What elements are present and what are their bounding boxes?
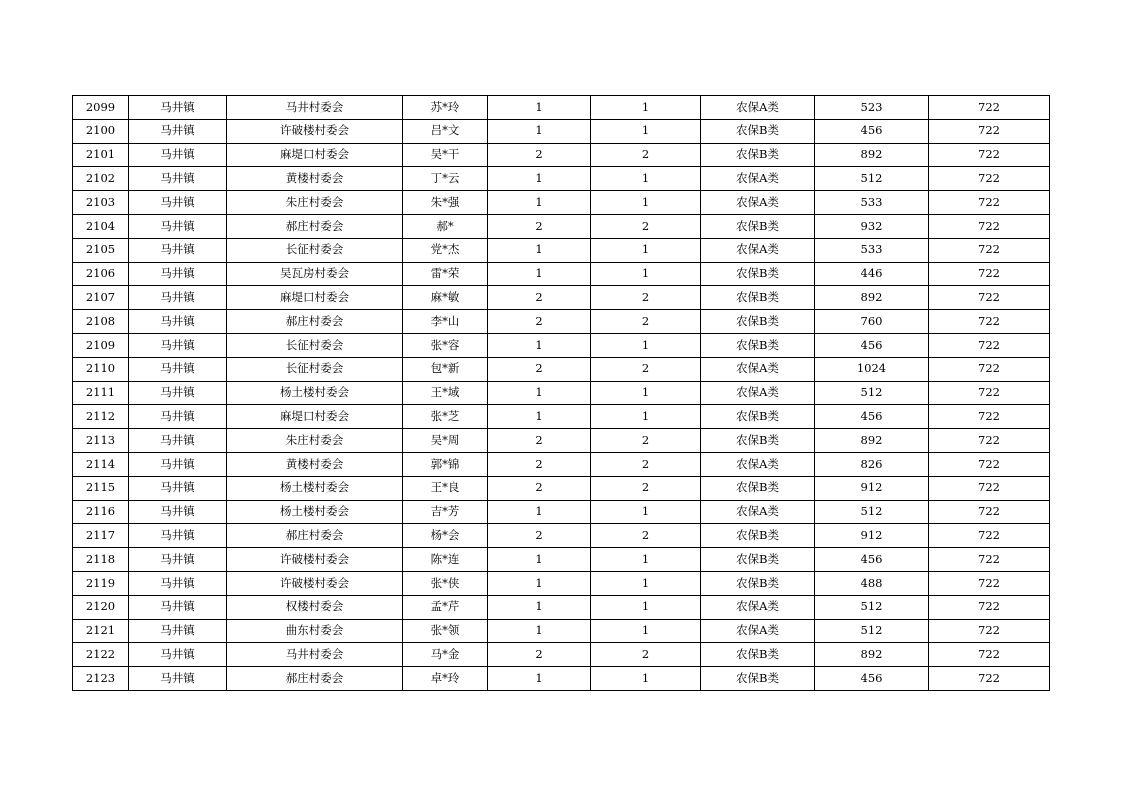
person-name-cell: 麻*敏 <box>403 286 488 310</box>
person-name-cell: 苏*玲 <box>403 96 488 120</box>
table-row <box>73 667 1050 691</box>
serial-number-cell: 2115 <box>73 476 129 500</box>
serial-number-cell: 2100 <box>73 119 129 143</box>
town-cell: 马井镇 <box>129 429 227 453</box>
count-b-cell: 2 <box>591 310 701 334</box>
amount-cell: 892 <box>815 143 929 167</box>
town-cell: 马井镇 <box>129 333 227 357</box>
village-committee-cell: 黄楼村委会 <box>227 167 403 191</box>
count-b-cell: 1 <box>591 333 701 357</box>
count-a-cell: 1 <box>488 405 591 429</box>
count-b-cell: 1 <box>591 119 701 143</box>
town-cell: 马井镇 <box>129 119 227 143</box>
serial-number-cell: 2122 <box>73 643 129 667</box>
serial-number-cell: 2114 <box>73 452 129 476</box>
amount-cell: 456 <box>815 667 929 691</box>
table-row <box>73 333 1050 357</box>
amount-cell: 760 <box>815 310 929 334</box>
serial-number-cell: 2108 <box>73 310 129 334</box>
serial-number-cell: 2113 <box>73 429 129 453</box>
count-a-cell: 1 <box>488 500 591 524</box>
standard-cell: 722 <box>929 500 1050 524</box>
village-committee-cell: 郝庄村委会 <box>227 310 403 334</box>
person-name-cell: 党*杰 <box>403 238 488 262</box>
serial-number-cell: 2110 <box>73 357 129 381</box>
town-cell: 马井镇 <box>129 476 227 500</box>
table-row <box>73 96 1050 120</box>
table-row <box>73 381 1050 405</box>
standard-cell: 722 <box>929 191 1050 215</box>
town-cell: 马井镇 <box>129 452 227 476</box>
insurance-category-cell: 农保A类 <box>701 381 815 405</box>
standard-cell: 722 <box>929 643 1050 667</box>
standard-cell: 722 <box>929 381 1050 405</box>
count-a-cell: 2 <box>488 357 591 381</box>
village-committee-cell: 郝庄村委会 <box>227 214 403 238</box>
serial-number-cell: 2109 <box>73 333 129 357</box>
amount-cell: 456 <box>815 119 929 143</box>
count-b-cell: 1 <box>591 191 701 215</box>
count-b-cell: 2 <box>591 357 701 381</box>
amount-cell: 533 <box>815 238 929 262</box>
amount-cell: 512 <box>815 619 929 643</box>
person-name-cell: 孟*芹 <box>403 595 488 619</box>
village-committee-cell: 朱庄村委会 <box>227 429 403 453</box>
insurance-category-cell: 农保B类 <box>701 333 815 357</box>
town-cell: 马井镇 <box>129 500 227 524</box>
person-name-cell: 雷*荣 <box>403 262 488 286</box>
insurance-category-cell: 农保B类 <box>701 571 815 595</box>
town-cell: 马井镇 <box>129 310 227 334</box>
person-name-cell: 张*领 <box>403 619 488 643</box>
town-cell: 马井镇 <box>129 548 227 572</box>
count-a-cell: 1 <box>488 595 591 619</box>
standard-cell: 722 <box>929 405 1050 429</box>
serial-number-cell: 2118 <box>73 548 129 572</box>
table-row <box>73 167 1050 191</box>
town-cell: 马井镇 <box>129 286 227 310</box>
standard-cell: 722 <box>929 333 1050 357</box>
amount-cell: 912 <box>815 476 929 500</box>
amount-cell: 512 <box>815 167 929 191</box>
town-cell: 马井镇 <box>129 595 227 619</box>
amount-cell: 446 <box>815 262 929 286</box>
standard-cell: 722 <box>929 595 1050 619</box>
count-b-cell: 2 <box>591 143 701 167</box>
serial-number-cell: 2117 <box>73 524 129 548</box>
town-cell: 马井镇 <box>129 191 227 215</box>
table-row <box>73 548 1050 572</box>
count-a-cell: 1 <box>488 119 591 143</box>
standard-cell: 722 <box>929 286 1050 310</box>
amount-cell: 456 <box>815 405 929 429</box>
count-b-cell: 1 <box>591 595 701 619</box>
table-row <box>73 310 1050 334</box>
count-b-cell: 1 <box>591 405 701 429</box>
standard-cell: 722 <box>929 429 1050 453</box>
serial-number-cell: 2101 <box>73 143 129 167</box>
village-committee-cell: 许破楼村委会 <box>227 548 403 572</box>
table-row <box>73 595 1050 619</box>
village-committee-cell: 朱庄村委会 <box>227 191 403 215</box>
insurance-category-cell: 农保B类 <box>701 310 815 334</box>
town-cell: 马井镇 <box>129 667 227 691</box>
table-row <box>73 286 1050 310</box>
village-committee-cell: 马井村委会 <box>227 643 403 667</box>
village-committee-cell: 杨土楼村委会 <box>227 500 403 524</box>
amount-cell: 932 <box>815 214 929 238</box>
village-committee-cell: 曲东村委会 <box>227 619 403 643</box>
serial-number-cell: 2102 <box>73 167 129 191</box>
count-b-cell: 2 <box>591 452 701 476</box>
table-row <box>73 143 1050 167</box>
count-a-cell: 1 <box>488 548 591 572</box>
town-cell: 马井镇 <box>129 167 227 191</box>
count-b-cell: 1 <box>591 667 701 691</box>
amount-cell: 512 <box>815 595 929 619</box>
insurance-category-cell: 农保A类 <box>701 500 815 524</box>
amount-cell: 488 <box>815 571 929 595</box>
village-committee-cell: 杨土楼村委会 <box>227 381 403 405</box>
standard-cell: 722 <box>929 452 1050 476</box>
town-cell: 马井镇 <box>129 96 227 120</box>
person-name-cell: 郝* <box>403 214 488 238</box>
count-b-cell: 2 <box>591 476 701 500</box>
village-committee-cell: 许破楼村委会 <box>227 571 403 595</box>
serial-number-cell: 2112 <box>73 405 129 429</box>
person-name-cell: 王*良 <box>403 476 488 500</box>
standard-cell: 722 <box>929 524 1050 548</box>
count-a-cell: 2 <box>488 476 591 500</box>
count-a-cell: 2 <box>488 143 591 167</box>
table-row <box>73 429 1050 453</box>
standard-cell: 722 <box>929 357 1050 381</box>
standard-cell: 722 <box>929 310 1050 334</box>
insurance-category-cell: 农保A类 <box>701 191 815 215</box>
amount-cell: 892 <box>815 286 929 310</box>
village-committee-cell: 杨土楼村委会 <box>227 476 403 500</box>
standard-cell: 722 <box>929 262 1050 286</box>
insurance-category-cell: 农保B类 <box>701 429 815 453</box>
count-b-cell: 1 <box>591 238 701 262</box>
insurance-category-cell: 农保B类 <box>701 548 815 572</box>
count-a-cell: 2 <box>488 643 591 667</box>
count-a-cell: 1 <box>488 619 591 643</box>
person-name-cell: 丁*云 <box>403 167 488 191</box>
count-b-cell: 2 <box>591 286 701 310</box>
count-a-cell: 2 <box>488 429 591 453</box>
village-committee-cell: 郝庄村委会 <box>227 667 403 691</box>
village-committee-cell: 权楼村委会 <box>227 595 403 619</box>
village-committee-cell: 黄楼村委会 <box>227 452 403 476</box>
serial-number-cell: 2123 <box>73 667 129 691</box>
town-cell: 马井镇 <box>129 643 227 667</box>
standard-cell: 722 <box>929 571 1050 595</box>
standard-cell: 722 <box>929 214 1050 238</box>
insurance-category-cell: 农保B类 <box>701 476 815 500</box>
serial-number-cell: 2105 <box>73 238 129 262</box>
count-b-cell: 1 <box>591 167 701 191</box>
person-name-cell: 张*容 <box>403 333 488 357</box>
table-row <box>73 643 1050 667</box>
village-committee-cell: 麻堤口村委会 <box>227 405 403 429</box>
count-a-cell: 2 <box>488 452 591 476</box>
town-cell: 马井镇 <box>129 214 227 238</box>
count-b-cell: 1 <box>591 548 701 572</box>
table-row <box>73 238 1050 262</box>
town-cell: 马井镇 <box>129 143 227 167</box>
amount-cell: 456 <box>815 548 929 572</box>
count-a-cell: 2 <box>488 286 591 310</box>
standard-cell: 722 <box>929 167 1050 191</box>
table-row <box>73 405 1050 429</box>
person-name-cell: 陈*连 <box>403 548 488 572</box>
count-a-cell: 1 <box>488 262 591 286</box>
insurance-category-cell: 农保B类 <box>701 143 815 167</box>
standard-cell: 722 <box>929 667 1050 691</box>
count-a-cell: 1 <box>488 571 591 595</box>
amount-cell: 826 <box>815 452 929 476</box>
standard-cell: 722 <box>929 143 1050 167</box>
serial-number-cell: 2106 <box>73 262 129 286</box>
person-name-cell: 王*域 <box>403 381 488 405</box>
serial-number-cell: 2120 <box>73 595 129 619</box>
table-row <box>73 500 1050 524</box>
standard-cell: 722 <box>929 476 1050 500</box>
person-name-cell: 马*金 <box>403 643 488 667</box>
town-cell: 马井镇 <box>129 262 227 286</box>
count-b-cell: 1 <box>591 571 701 595</box>
insurance-category-cell: 农保A类 <box>701 619 815 643</box>
person-name-cell: 张*芝 <box>403 405 488 429</box>
table-row <box>73 452 1050 476</box>
serial-number-cell: 2111 <box>73 381 129 405</box>
insurance-category-cell: 农保B类 <box>701 286 815 310</box>
count-b-cell: 1 <box>591 262 701 286</box>
town-cell: 马井镇 <box>129 357 227 381</box>
village-committee-cell: 吴瓦房村委会 <box>227 262 403 286</box>
table-row <box>73 571 1050 595</box>
town-cell: 马井镇 <box>129 619 227 643</box>
insurance-category-cell: 农保A类 <box>701 167 815 191</box>
person-name-cell: 吴*干 <box>403 143 488 167</box>
village-committee-cell: 马井村委会 <box>227 96 403 120</box>
table-row <box>73 357 1050 381</box>
table-row <box>73 524 1050 548</box>
table-row <box>73 619 1050 643</box>
count-b-cell: 2 <box>591 429 701 453</box>
insurance-category-cell: 农保B类 <box>701 524 815 548</box>
amount-cell: 1024 <box>815 357 929 381</box>
standard-cell: 722 <box>929 619 1050 643</box>
person-name-cell: 郭*锦 <box>403 452 488 476</box>
amount-cell: 912 <box>815 524 929 548</box>
village-committee-cell: 长征村委会 <box>227 357 403 381</box>
count-a-cell: 1 <box>488 333 591 357</box>
serial-number-cell: 2116 <box>73 500 129 524</box>
count-b-cell: 1 <box>591 381 701 405</box>
count-a-cell: 1 <box>488 667 591 691</box>
amount-cell: 892 <box>815 429 929 453</box>
insurance-category-cell: 农保A类 <box>701 96 815 120</box>
amount-cell: 523 <box>815 96 929 120</box>
village-committee-cell: 长征村委会 <box>227 333 403 357</box>
person-name-cell: 张*侠 <box>403 571 488 595</box>
amount-cell: 512 <box>815 381 929 405</box>
insurance-category-cell: 农保B类 <box>701 643 815 667</box>
count-b-cell: 2 <box>591 524 701 548</box>
serial-number-cell: 2107 <box>73 286 129 310</box>
town-cell: 马井镇 <box>129 381 227 405</box>
table-row <box>73 262 1050 286</box>
count-a-cell: 2 <box>488 310 591 334</box>
person-name-cell: 吉*芳 <box>403 500 488 524</box>
count-a-cell: 1 <box>488 96 591 120</box>
data-table <box>72 95 1050 691</box>
town-cell: 马井镇 <box>129 524 227 548</box>
count-b-cell: 2 <box>591 643 701 667</box>
town-cell: 马井镇 <box>129 238 227 262</box>
count-a-cell: 1 <box>488 167 591 191</box>
village-committee-cell: 长征村委会 <box>227 238 403 262</box>
town-cell: 马井镇 <box>129 571 227 595</box>
person-name-cell: 包*新 <box>403 357 488 381</box>
insurance-category-cell: 农保B类 <box>701 405 815 429</box>
serial-number-cell: 2121 <box>73 619 129 643</box>
village-committee-cell: 麻堤口村委会 <box>227 286 403 310</box>
insurance-category-cell: 农保A类 <box>701 357 815 381</box>
insurance-category-cell: 农保B类 <box>701 214 815 238</box>
insurance-category-cell: 农保A类 <box>701 238 815 262</box>
count-a-cell: 2 <box>488 214 591 238</box>
count-a-cell: 2 <box>488 524 591 548</box>
serial-number-cell: 2103 <box>73 191 129 215</box>
table-row <box>73 476 1050 500</box>
village-committee-cell: 麻堤口村委会 <box>227 143 403 167</box>
insurance-category-cell: 农保A类 <box>701 595 815 619</box>
count-b-cell: 1 <box>591 500 701 524</box>
serial-number-cell: 2119 <box>73 571 129 595</box>
standard-cell: 722 <box>929 119 1050 143</box>
count-a-cell: 1 <box>488 381 591 405</box>
amount-cell: 456 <box>815 333 929 357</box>
person-name-cell: 吕*文 <box>403 119 488 143</box>
person-name-cell: 卓*玲 <box>403 667 488 691</box>
amount-cell: 512 <box>815 500 929 524</box>
table-row <box>73 191 1050 215</box>
table-row <box>73 214 1050 238</box>
insurance-category-cell: 农保B类 <box>701 119 815 143</box>
person-name-cell: 杨*会 <box>403 524 488 548</box>
insurance-category-cell: 农保A类 <box>701 452 815 476</box>
village-committee-cell: 郝庄村委会 <box>227 524 403 548</box>
standard-cell: 722 <box>929 548 1050 572</box>
serial-number-cell: 2099 <box>73 96 129 120</box>
count-b-cell: 1 <box>591 96 701 120</box>
town-cell: 马井镇 <box>129 405 227 429</box>
amount-cell: 892 <box>815 643 929 667</box>
village-committee-cell: 许破楼村委会 <box>227 119 403 143</box>
insurance-category-cell: 农保B类 <box>701 667 815 691</box>
amount-cell: 533 <box>815 191 929 215</box>
standard-cell: 722 <box>929 238 1050 262</box>
count-b-cell: 2 <box>591 214 701 238</box>
count-a-cell: 1 <box>488 191 591 215</box>
serial-number-cell: 2104 <box>73 214 129 238</box>
table-body <box>73 96 1050 691</box>
person-name-cell: 李*山 <box>403 310 488 334</box>
count-b-cell: 1 <box>591 619 701 643</box>
table-row <box>73 119 1050 143</box>
count-a-cell: 1 <box>488 238 591 262</box>
insurance-category-cell: 农保B类 <box>701 262 815 286</box>
standard-cell: 722 <box>929 96 1050 120</box>
person-name-cell: 朱*强 <box>403 191 488 215</box>
person-name-cell: 吴*周 <box>403 429 488 453</box>
